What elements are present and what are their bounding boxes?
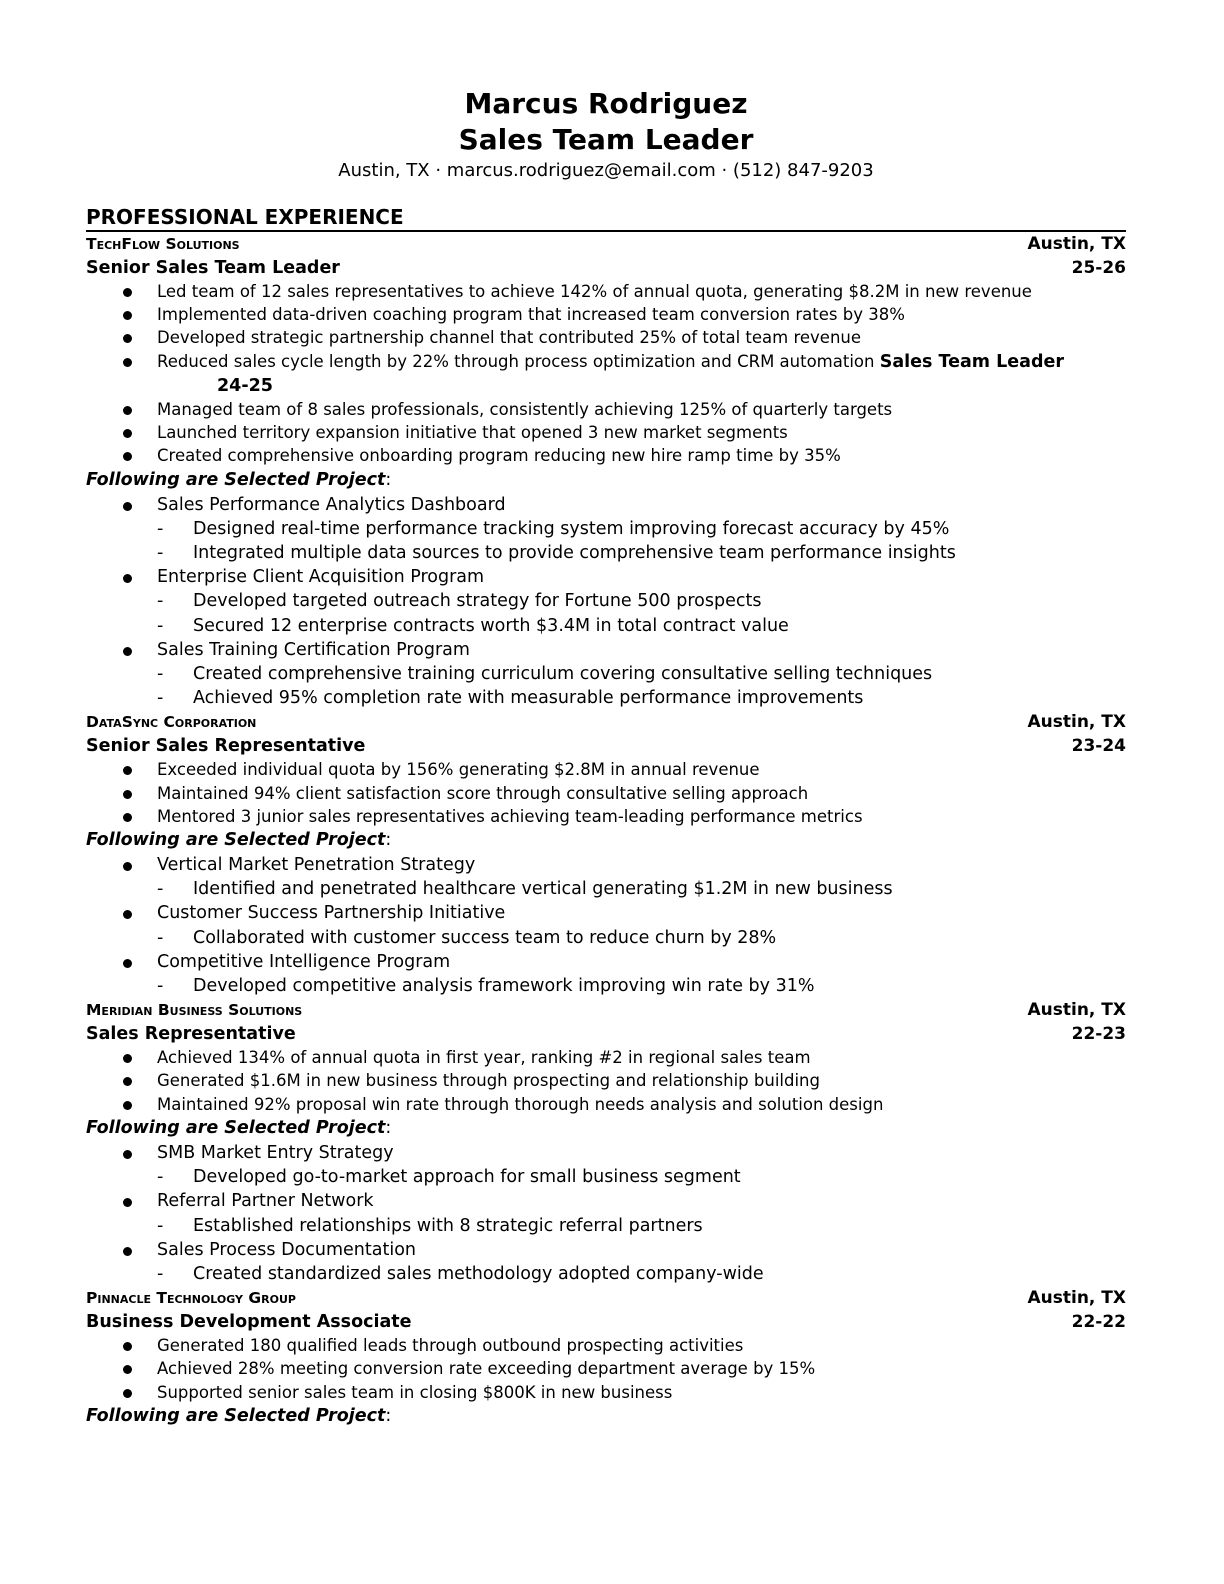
job-dates: 25-26 [1071,258,1126,278]
achievement-list [86,280,1126,468]
project-detail: - Integrated multiple data sources to provide comprehensive team performance insights [157,541,1126,565]
achievement-item: Created comprehensive onboarding program reducing new hire ramp time by 35% [86,444,1126,467]
job-location: Austin, TX [1027,234,1126,254]
achievement-item: Mentored 3 junior sales representatives achieving team-leading performance metrics [86,805,1126,828]
job-location: Austin, TX [1027,1000,1126,1021]
achievement-item: Launched territory expansion initiative that opened 3 new market segments [86,421,1126,444]
project-item [86,1189,1126,1237]
inline-role: Sales Team Leader [879,351,1064,372]
project-title: Competitive Intelligence Program [157,951,451,972]
achievement-text: Reduced sales cycle length by 22% through process optimization and CRM automation [157,351,875,371]
achievement-item: Generated $1.6M in new business through prospecting and relationship building [86,1069,1126,1092]
project-detail: - Developed targeted outreach strategy for Fortune 500 prospects [157,589,1126,613]
job-entry [86,998,1126,1286]
project-list [86,1141,1126,1286]
project-detail: - Developed competitive analysis framework improving win rate by 31% [157,974,1126,998]
projects-heading-colon: : [385,469,392,490]
company-name: Pinnacle Technology Group [86,1289,296,1308]
company-name: Meridian Business Solutions [86,1001,303,1020]
project-detail: - Designed real-time performance tracking system improving forecast accuracy by 45% [157,517,1126,541]
projects-heading [86,1116,1126,1141]
job-role: Senior Sales Team Leader [86,258,340,278]
job-role: Business Development Associate [86,1312,412,1333]
projects-heading-text: Following are Selected Project [86,469,386,490]
section-title-experience: PROFESSIONAL EXPERIENCE [86,204,1126,232]
project-detail: - Created comprehensive training curriculum covering consultative selling techniques [157,662,1126,686]
achievement-list [86,1046,1126,1116]
resume-header [86,86,1126,184]
project-detail: - Identified and penetrated healthcare vertical generating $1.2M in new business [157,877,1126,901]
project-item [86,853,1126,901]
achievement-item: Achieved 134% of annual quota in first year, ranking #2 in regional sales team [86,1046,1126,1069]
company-name: TechFlow Solutions [86,235,240,253]
project-title: Sales Training Certification Program [157,639,470,660]
project-list [86,493,1126,711]
job-dates: 22-23 [1071,1024,1126,1045]
projects-heading-colon: : [385,830,392,851]
project-item [86,901,1126,949]
achievement-item: Developed strategic partnership channel that contributed 25% of total team revenue [86,326,1126,349]
achievement-item: Supported senior sales team in closing $800K in new business [86,1381,1126,1404]
project-detail: - Developed go-to-market approach for small business segment [157,1165,1126,1189]
project-item [86,1238,1126,1286]
projects-heading-text: Following are Selected Project [86,830,386,851]
projects-heading [86,828,1126,853]
job-entry [86,710,1126,998]
company-name: DataSync Corporation [86,713,257,732]
projects-heading [86,468,1126,493]
job-location: Austin, TX [1027,1288,1126,1309]
project-detail: - Created standardized sales methodology adopted company-wide [157,1262,1126,1286]
achievement-item: Generated 180 qualified leads through outbound prospecting activities [86,1334,1126,1357]
project-item [86,638,1126,711]
achievement-list [86,1334,1126,1404]
candidate-name: Marcus Rodriguez [464,87,748,120]
project-item [86,565,1126,638]
candidate-title: Sales Team Leader [458,123,754,156]
project-detail: - Achieved 95% completion rate with measurable performance improvements [157,686,1126,710]
project-title: Referral Partner Network [157,1191,374,1212]
achievement-item [86,350,1126,398]
projects-heading-colon: : [385,1405,392,1426]
project-title: SMB Market Entry Strategy [157,1142,394,1163]
achievement-list [86,758,1126,828]
inline-dates: 24-25 [217,375,273,396]
projects-heading-colon: : [385,1117,392,1138]
project-title: Enterprise Client Acquisition Program [157,567,485,588]
job-location: Austin, TX [1027,712,1126,733]
project-item [86,493,1126,566]
project-title: Vertical Market Penetration Strategy [157,855,476,876]
project-item [86,950,1126,998]
achievement-item: Maintained 94% client satisfaction score through consultative selling approach [86,782,1126,805]
achievement-item: Implemented data-driven coaching program that increased team conversion rates by 38% [86,303,1126,326]
projects-heading-text: Following are Selected Project [86,1117,386,1138]
achievement-item: Managed team of 8 sales professionals, consistently achieving 125% of quarterly targets [86,398,1126,421]
achievement-item: Maintained 92% proposal win rate through thorough needs analysis and solution design [86,1093,1126,1116]
job-entry [86,1286,1126,1429]
project-title: Customer Success Partnership Initiative [157,903,506,924]
job-dates: 23-24 [1071,736,1126,757]
job-role: Senior Sales Representative [86,736,366,757]
projects-heading-text: Following are Selected Project [86,1405,386,1426]
job-role: Sales Representative [86,1024,296,1045]
contact-line: Austin, TX · marcus.rodriguez@email.com · (512) 847-9203 [338,160,874,181]
resume-page [86,86,1126,1429]
project-detail: - Collaborated with customer success team to reduce churn by 28% [157,926,1126,950]
project-detail: - Established relationships with 8 strategic referral partners [157,1214,1126,1238]
job-entry [86,232,1126,710]
achievement-item: Led team of 12 sales representatives to achieve 142% of annual quota, generating $8.2M in new revenue [86,280,1126,303]
achievement-item: Achieved 28% meeting conversion rate exceeding department average by 15% [86,1357,1126,1380]
job-dates: 22-22 [1071,1312,1126,1333]
project-title: Sales Process Documentation [157,1239,416,1260]
project-list [86,853,1126,998]
achievement-item: Exceeded individual quota by 156% generating $2.8M in annual revenue [86,758,1126,781]
project-detail: - Secured 12 enterprise contracts worth $3.4M in total contract value [157,614,1126,638]
projects-heading [86,1404,1126,1429]
project-title: Sales Performance Analytics Dashboard [157,494,506,515]
project-item [86,1141,1126,1189]
